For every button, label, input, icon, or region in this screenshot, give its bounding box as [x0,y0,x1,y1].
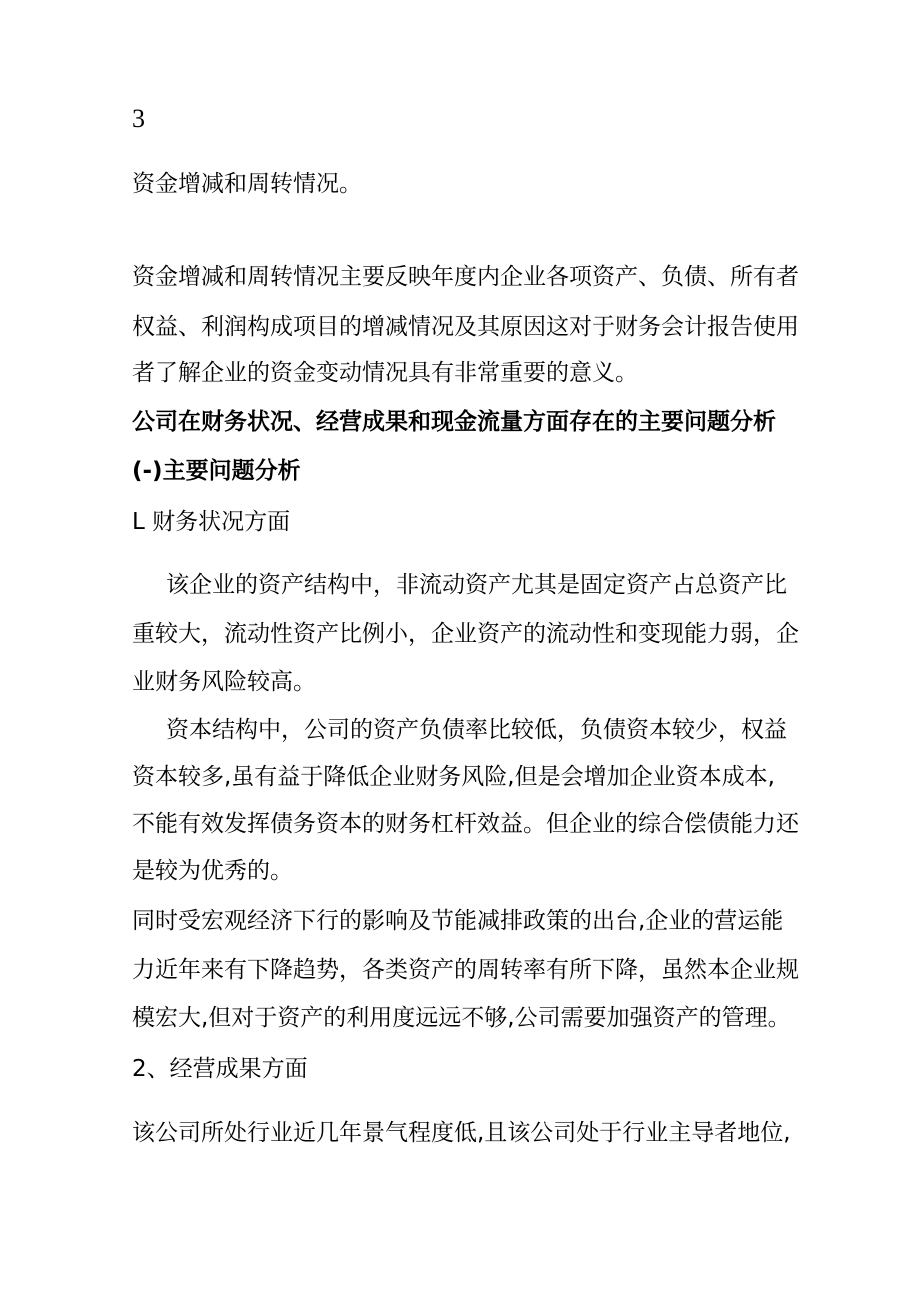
para3-line: 力近年来有下降趋势，各类资产的周转率有所下降，虽然本企业规 [132,957,799,983]
intro-line: 者了解企业的资金变动情况具有非常重要的意义。 [132,360,638,386]
para1-line: 业财务风险较高。 [132,669,316,695]
item1-heading: L 财务状况方面 [132,509,291,535]
main-heading: 公司在财务状况、经营成果和现金流量方面存在的主要问题分析 [132,409,776,435]
sub-heading: (-)主要问题分析 [132,458,301,484]
section-heading: 资金增减和周转情况。 [132,171,362,197]
para1-line: 该企业的资产结构中，非流动资产尤其是固定资产占总资产比 [166,572,787,598]
intro-line: 资金增减和周转情况主要反映年度内企业各项资产、负债、所有者 [132,264,799,290]
para1-line: 重较大，流动性资产比例小，企业资产的流动性和变现能力弱，企 [132,621,799,647]
para2-line: 不能有效发挥债务资本的财务杠杆效益。但企业的综合偿债能力还 [132,811,799,837]
para3-line: 模宏大,但对于资产的利用度远远不够,公司需要加强资产的管理。 [132,1005,791,1031]
para2-line: 是较为优秀的。 [132,858,293,884]
para2-line: 资本较多,虽有益于降低企业财务风险,但是会增加企业资本成本, [132,764,775,790]
item2-heading: 2、经营成果方面 [132,1056,308,1082]
para4-line: 该公司所处行业近几年景气程度低,且该公司处于行业主导者地位, [132,1120,791,1146]
para3-line: 同时受宏观经济下行的影响及节能减排政策的出台,企业的营运能 [132,908,784,934]
page-number: 3 [132,104,145,133]
intro-line: 权益、利润构成项目的增减情况及其原因这对于财务会计报告使用 [132,314,799,340]
para2-line: 资本结构中，公司的资产负债率比较低，负债资本较少，权益 [166,717,787,743]
